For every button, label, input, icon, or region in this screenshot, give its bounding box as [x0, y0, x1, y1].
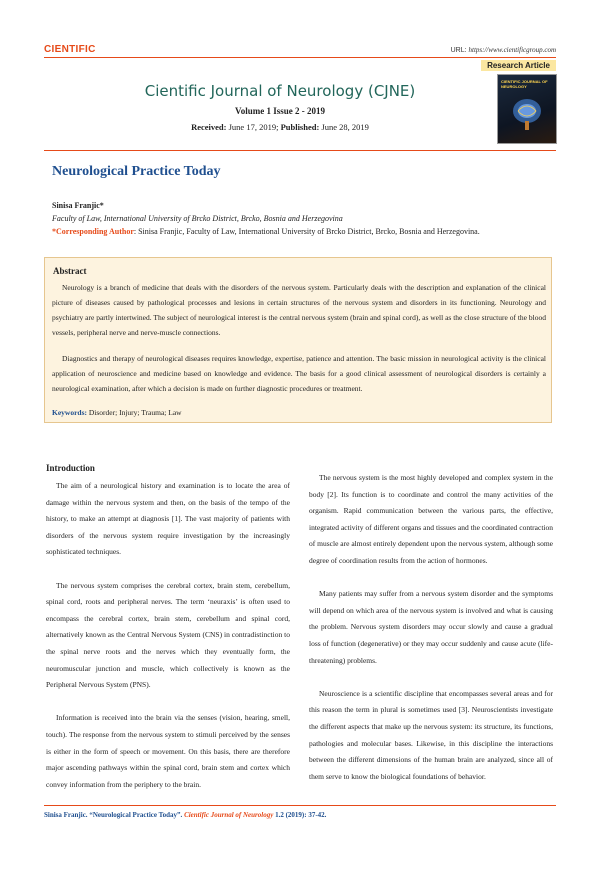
citation-volume-pages: 1.2 (2019): 37-42.: [273, 811, 327, 819]
body-paragraph: Neuroscience is a scientific discipline that encompasses several areas and for this reason the term in plural is sometimes used [3]. Neuroscientists investigate the different aspects that make up the nervous system: its structure, its functions, pathologies and molecular bases. Likewise, in this discipline the interactions between the different dimensions of the human brain are analyzed, since all of them serve to know the biological foundations of behavior.: [309, 688, 553, 781]
body-paragraph: Information is received into the brain via the senses (vision, hearing, smell, touch). The response from the nervous system to stimuli perceived by the senses is either in the form of speech or movement. On this basis, there are therefore major ascending pathways within the spinal cord, brain stem and cortex which convey information from the periphery to the brain.: [46, 713, 290, 789]
abstract-paragraph: Diagnostics and therapy of neurological diseases requires knowledge, expertise, patience and attention. The basic mission in neurological activity is the clinical application of neuroscience and medicine based on knowledge and evidence. The basis for a good clinical assessment of neurological disorders is certainly a neurological examination, after which a decision is made on further diagnostic procedures or treatment.: [52, 354, 546, 393]
abstract-heading: Abstract: [53, 266, 87, 276]
author-name: Sinisa Franjic*: [52, 201, 104, 210]
introduction-heading: Introduction: [46, 463, 95, 473]
right-column: [309, 470, 553, 802]
abstract-box: [44, 257, 552, 423]
url-link[interactable]: https://www.cientificgroup.com: [468, 46, 556, 54]
keywords-list: Disorder; Injury; Trauma; Law: [87, 408, 182, 417]
published-date: June 28, 2019: [321, 122, 369, 132]
body-paragraph: Many patients may suffer from a nervous system disorder and the symptoms will depend on which area of the nervous system is involved and what is causing the problem. Nervous system disorders may occur slowly and cause a gradual loss of function (degenerative) or they may occur suddenly and cause acute (life-threatening) problems.: [309, 589, 553, 665]
journal-title: Cientific Journal of Neurology (CJNE): [144, 82, 416, 100]
publisher-logo: CIENTIFIC: [44, 44, 96, 55]
article-type-badge: Research Article: [481, 60, 556, 71]
cover-title: CIENTIFIC JOURNAL OF NEUROLOGY: [501, 79, 548, 89]
corresponding-text: : Sinisa Franjic, Faculty of Law, International University of Brcko District, Brcko, Bosnia and Herzegovina.: [133, 227, 480, 236]
brain-icon: [510, 93, 544, 133]
volume-issue: Volume 1 Issue 2 - 2019: [235, 106, 325, 116]
body-paragraph: The nervous system is the most highly developed and complex system in the body [2]. Its function is to coordinate and control the many activities of the organism. Rapid communication between the various parts, the effective, integrated activity of different organs and tissues and the coordinated contraction of muscle are almost entirely dependent upon the nervous system, although some degree of coordination results from the action of hormones.: [309, 473, 553, 565]
keywords-label: Keywords:: [52, 408, 87, 417]
paper-title: Neurological Practice Today: [52, 164, 221, 179]
citation-journal: Cientific Journal of Neurology: [184, 811, 274, 819]
keywords: [52, 408, 182, 417]
journal-url[interactable]: [451, 46, 556, 54]
journal-cover-image: [497, 74, 557, 144]
citation-footer: [44, 811, 326, 819]
received-label: Received:: [191, 122, 227, 132]
corresponding-label: *Corresponding Author: [52, 227, 134, 236]
body-paragraph: The aim of a neurological history and examination is to locate the area of damage within the nervous system and then, on the basis of the tempo of the history, to make an attempt at diagnosis [1]. The vast majority of patients with disorders of the nervous system require investigation by the increasingly sophisticated techniques.: [46, 481, 290, 557]
author-affiliation: Faculty of Law, International University of Brcko District, Brcko, Bosnia and Herzegovina: [52, 214, 343, 223]
footer-divider: [44, 805, 556, 806]
left-column: [46, 478, 290, 810]
citation-title: “Neurological Practice Today”.: [87, 811, 185, 819]
received-date: June 17, 2019;: [228, 122, 279, 132]
body-paragraph: The nervous system comprises the cerebral cortex, brain stem, cerebellum, spinal cord, roots and peripheral nerves. The term ‘neuraxis’ is often used to encompass the cerebral cortex, brain stem, cerebellum and spinal cord, alternatively known as the Central Nervous System (CNS) in contradistinction to the spinal nerve roots and the nerves which they eventually form, the neuromuscular junction and muscle, which collectively is known as the Peripheral Nervous System (PNS).: [46, 580, 290, 690]
corresponding-author: [52, 227, 480, 236]
header-divider: [44, 57, 556, 58]
published-label: Published:: [280, 122, 320, 132]
title-divider: [44, 150, 556, 151]
abstract-paragraph: Neurology is a branch of medicine that deals with the disorders of the nervous system. Particularly deals with the description and explanation of the clinical picture of diseases caused by pathological processes and lesions in certain structures of the nervous system and disorders in its functioning. Neurology and psychiatry are partly intertwined. The subject of neurological interest is the central nervous system (brain and spinal cord), as well as the close structure of the blood vessels, peripheral nerve and nerve-muscle connections.: [52, 283, 546, 337]
publication-dates: [80, 122, 480, 132]
url-label: URL:: [450, 47, 467, 54]
citation-author: Sinisa Franjic.: [44, 811, 88, 819]
